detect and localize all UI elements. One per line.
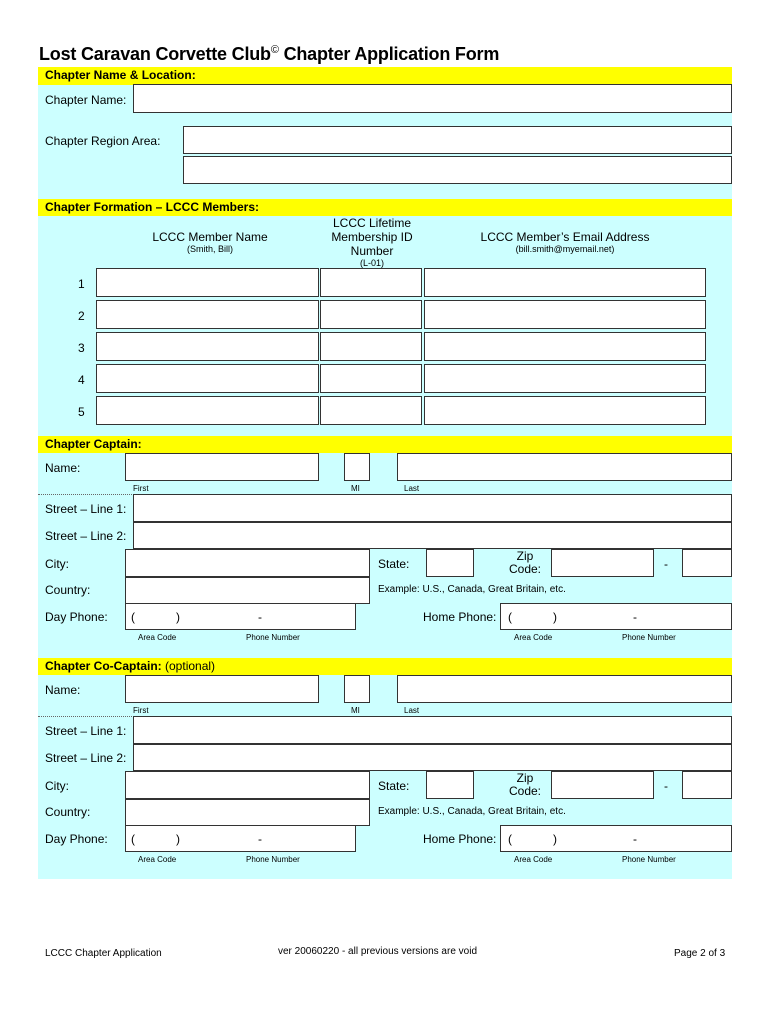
col-member-email: LCCC Member’s Email Address <box>480 230 650 244</box>
captain-day-paren-close: ) <box>176 610 180 624</box>
member-email-input[interactable] <box>424 300 706 329</box>
cocaptain-street2-input[interactable] <box>133 744 732 771</box>
captain-home-phone-label: Home Phone: <box>423 610 497 624</box>
captain-state-input[interactable] <box>426 549 474 577</box>
cocaptain-name-label: Name: <box>45 683 81 697</box>
captain-last-name-input[interactable] <box>397 453 732 481</box>
member-id-input[interactable] <box>320 364 422 393</box>
captain-first-name-input[interactable] <box>125 453 319 481</box>
section-captain-heading <box>38 436 732 453</box>
captain-zip-label: Zip Code: <box>508 549 542 576</box>
cocaptain-street1-input[interactable] <box>133 716 732 744</box>
member-name-input[interactable] <box>96 300 319 329</box>
cocaptain-first-name-input[interactable] <box>125 675 319 703</box>
captain-last-caption: Last <box>404 484 420 493</box>
chapter-name-label: Chapter Name: <box>45 93 127 107</box>
col-member-email-hint: (bill.smith@myemail.net) <box>515 244 615 254</box>
captain-state-label: State: <box>378 557 410 571</box>
region-input-2[interactable] <box>183 156 732 184</box>
captain-home-phone-field[interactable] <box>500 603 732 630</box>
cocaptain-street1-label: Street – Line 1: <box>45 724 127 738</box>
cocaptain-mi-caption: MI <box>351 706 360 715</box>
cocaptain-home-phone-label: Home Phone: <box>423 832 497 846</box>
section-cocaptain-heading <box>38 658 732 675</box>
captain-day-dash: - <box>258 610 262 624</box>
cocaptain-last-name-input[interactable] <box>397 675 732 703</box>
cocaptain-day-phone-field[interactable] <box>125 825 356 852</box>
cocaptain-zip-label: Zip Code: <box>508 771 542 798</box>
footer-left: LCCC Chapter Application <box>45 948 162 959</box>
captain-zip-input[interactable] <box>551 549 654 577</box>
member-row-number: 3 <box>78 341 85 355</box>
member-email-input[interactable] <box>424 396 706 425</box>
region-input-1[interactable] <box>183 126 732 154</box>
captain-country-example: Example: U.S., Canada, Great Britain, etc. <box>378 584 566 595</box>
captain-day-phone-label: Day Phone: <box>45 610 108 624</box>
cocaptain-state-label: State: <box>378 779 410 793</box>
captain-heading-text: Chapter Captain: <box>45 437 142 451</box>
captain-zip-dash: - <box>664 557 668 571</box>
cocaptain-zip-input[interactable] <box>551 771 654 799</box>
member-name-input[interactable] <box>96 268 319 297</box>
cocaptain-last-caption: Last <box>404 706 420 715</box>
captain-home-number-caption: Phone Number <box>622 633 676 642</box>
cocaptain-state-input[interactable] <box>426 771 474 799</box>
captain-home-dash: - <box>633 610 637 624</box>
cocaptain-home-paren-close: ) <box>553 832 557 846</box>
cocaptain-home-number-caption: Phone Number <box>622 855 676 864</box>
captain-city-label: City: <box>45 557 69 571</box>
cocaptain-first-caption: First <box>133 706 149 715</box>
title-text: Lost Caravan Corvette Club <box>39 44 271 64</box>
member-row-number: 4 <box>78 373 85 387</box>
col-member-id-hint: (L-01) <box>359 258 384 268</box>
member-row-number: 1 <box>78 277 85 291</box>
captain-home-paren-close: ) <box>553 610 557 624</box>
col-member-id: LCCC Lifetime Membership ID Number <box>331 216 413 258</box>
captain-day-paren-open: ( <box>131 610 135 624</box>
cocaptain-optional-note: (optional) <box>165 659 216 673</box>
cocaptain-home-area-caption: Area Code <box>514 855 553 864</box>
region-label: Chapter Region Area: <box>45 134 161 148</box>
captain-home-paren-open: ( <box>508 610 512 624</box>
cocaptain-country-example: Example: U.S., Canada, Great Britain, etc. <box>378 806 566 817</box>
cocaptain-country-input[interactable] <box>125 799 370 826</box>
cocaptain-home-paren-open: ( <box>508 832 512 846</box>
footer-right: Page 2 of 3 <box>674 948 726 959</box>
captain-street1-input[interactable] <box>133 494 732 522</box>
col-member-name: LCCC Member Name <box>152 230 268 244</box>
member-name-input[interactable] <box>96 332 319 361</box>
cocaptain-day-area-caption: Area Code <box>138 855 177 864</box>
footer-center: ver 20060220 - all previous versions are void <box>278 946 477 957</box>
member-id-input[interactable] <box>320 332 422 361</box>
page-title <box>39 44 499 65</box>
member-id-input[interactable] <box>320 300 422 329</box>
cocaptain-heading-text: Chapter Co-Captain: <box>45 659 162 673</box>
captain-mi-caption: MI <box>351 484 360 493</box>
cocaptain-country-label: Country: <box>45 805 91 819</box>
cocaptain-day-paren-open: ( <box>131 832 135 846</box>
copyright-mark: © <box>270 44 279 56</box>
captain-day-area-caption: Area Code <box>138 633 177 642</box>
captain-street2-label: Street – Line 2: <box>45 529 127 543</box>
cocaptain-city-input[interactable] <box>125 771 370 799</box>
captain-zip4-input[interactable] <box>682 549 732 577</box>
cocaptain-day-paren-close: ) <box>176 832 180 846</box>
cocaptain-day-dash: - <box>258 832 262 846</box>
cocaptain-day-number-caption: Phone Number <box>246 855 300 864</box>
member-row-number: 5 <box>78 405 85 419</box>
cocaptain-city-label: City: <box>45 779 69 793</box>
member-id-input[interactable] <box>320 268 422 297</box>
captain-country-label: Country: <box>45 583 91 597</box>
col-member-name-hint: (Smith, Bill) <box>186 244 233 254</box>
cocaptain-zip-dash: - <box>664 779 668 793</box>
cocaptain-day-phone-label: Day Phone: <box>45 832 108 846</box>
captain-day-phone-field[interactable] <box>125 603 356 630</box>
member-email-input[interactable] <box>424 332 706 361</box>
captain-name-label: Name: <box>45 461 81 475</box>
member-name-input[interactable] <box>96 364 319 393</box>
captain-city-input[interactable] <box>125 549 370 577</box>
member-row-number: 2 <box>78 309 85 323</box>
captain-mi-input[interactable] <box>344 453 370 481</box>
cocaptain-street2-label: Street – Line 2: <box>45 751 127 765</box>
chapter-name-input[interactable] <box>133 84 732 113</box>
captain-home-area-caption: Area Code <box>514 633 553 642</box>
cocaptain-home-phone-field[interactable] <box>500 825 732 852</box>
section-members-heading: Chapter Formation – LCCC Members: <box>38 199 732 216</box>
cocaptain-mi-input[interactable] <box>344 675 370 703</box>
member-email-input[interactable] <box>424 364 706 393</box>
cocaptain-zip4-input[interactable] <box>682 771 732 799</box>
captain-first-caption: First <box>133 484 149 493</box>
member-name-input[interactable] <box>96 396 319 425</box>
captain-country-input[interactable] <box>125 577 370 604</box>
captain-street1-label: Street – Line 1: <box>45 502 127 516</box>
cocaptain-home-dash: - <box>633 832 637 846</box>
section-location-heading: Chapter Name & Location: <box>38 67 732 85</box>
captain-street2-input[interactable] <box>133 522 732 549</box>
member-id-input[interactable] <box>320 396 422 425</box>
captain-day-number-caption: Phone Number <box>246 633 300 642</box>
title-tail: Chapter Application Form <box>283 44 500 64</box>
member-email-input[interactable] <box>424 268 706 297</box>
